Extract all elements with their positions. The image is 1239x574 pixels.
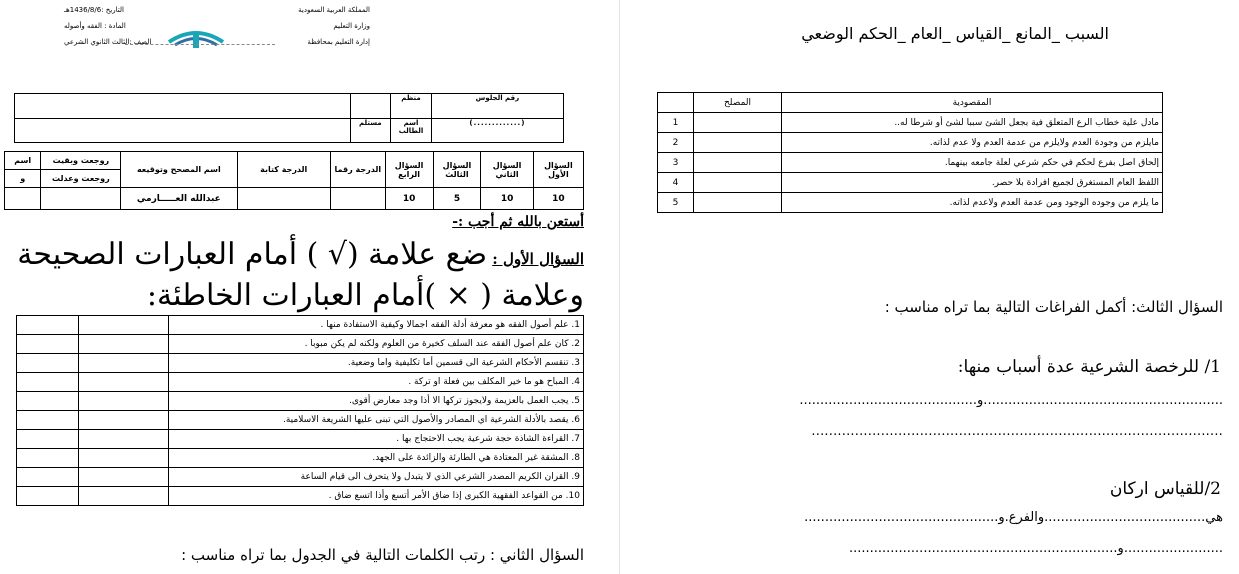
- match-number: 4: [658, 173, 694, 193]
- tf-mark-box[interactable]: [79, 316, 169, 335]
- grade-header-written: الدرجة كتابة: [237, 152, 330, 188]
- grade-value-q3[interactable]: 5: [433, 188, 481, 210]
- grade-header-reviewed: روجعت وبقيت: [41, 152, 121, 170]
- tf-text: علم أصول الفقه هو معرفة أدلة الفقه اجمالا وكيفية الاستفادة منها .: [320, 320, 569, 330]
- match-term-blank[interactable]: [694, 113, 782, 133]
- grade-header-numeric: الدرجة رقما: [330, 152, 385, 188]
- tf-mark-box[interactable]: [79, 449, 169, 468]
- instruction: أستعن بالله ثم أجب :-: [452, 214, 584, 230]
- tf-mark-box[interactable]: [79, 411, 169, 430]
- seat-box: [14, 93, 564, 143]
- page-divider: [619, 0, 620, 574]
- match-row: [658, 193, 1163, 213]
- grade-header-and: و: [5, 170, 41, 188]
- tf-answer-box[interactable]: [17, 354, 79, 373]
- tf-row: [17, 430, 584, 449]
- q3-label: السؤال الثالث: أكمل الفراغات التالية بما تراه مناسب :: [884, 298, 1223, 316]
- grade-value-corrector[interactable]: عبدالله العـــــارمي: [121, 188, 237, 210]
- tf-statement: [169, 411, 584, 430]
- match-row: [658, 133, 1163, 153]
- grade-header-q4: السؤال الرابع: [385, 152, 433, 188]
- directorate-name: إدارة التعليم بمحافظة: [307, 38, 370, 46]
- match-number: 3: [658, 153, 694, 173]
- match-number: 5: [658, 193, 694, 213]
- tf-statement: [169, 373, 584, 392]
- tf-mark-box[interactable]: [79, 335, 169, 354]
- word-bank: السبب _المانع _القياس _العام _الحكم الوضعي: [801, 24, 1109, 43]
- match-definition: إلحاق اصل بفرع لحكم في حكم شرعي لعلة جامعه بينهما.: [782, 153, 1163, 173]
- tf-row: [17, 373, 584, 392]
- tf-mark-box[interactable]: [79, 430, 169, 449]
- ministry-logo: [165, 20, 227, 54]
- tf-answer-box[interactable]: [17, 487, 79, 506]
- exam-date: التاريخ :1436/8/6هـ: [64, 6, 124, 14]
- tf-statement: [169, 354, 584, 373]
- grade-header-corrector: اسم المصحح وتوقيعه: [121, 152, 237, 188]
- seat-number-label: رقم الجلوس: [431, 94, 563, 119]
- ministry-name: وزارة التعليم: [333, 22, 370, 30]
- tf-text: يجب العمل بالعزيمة ولايجوز تركها الا أذا وجد معارض أقوى.: [348, 396, 569, 406]
- tf-statement: [169, 335, 584, 354]
- match-row: [658, 153, 1163, 173]
- tf-text: القران الكريم المصدر الشرعي الذي لا يتبدل ولا يتحرف الى قيام الساعة: [300, 472, 569, 482]
- tf-number: 10.: [565, 491, 580, 501]
- q1-label: السؤال الأول :: [492, 250, 584, 268]
- tf-row: [17, 468, 584, 487]
- match-header-meaning: المقصودية: [782, 93, 1163, 113]
- true-false-table: [16, 315, 584, 506]
- grade-value-written[interactable]: [237, 188, 330, 210]
- tf-statement: [169, 487, 584, 506]
- tf-text: من القواعد الفقهية الكبرى إذا ضاق الأمر أتسع وأذا اتسع ضاق .: [328, 491, 563, 501]
- match-definition: مادل علية خطاب الرع المتعلق فية بجعل الشئ سببا لشئ أو شرطا له..: [782, 113, 1163, 133]
- tf-statement: [169, 430, 584, 449]
- q1-heading: [17, 237, 584, 272]
- tf-number: 4.: [571, 377, 580, 387]
- match-row: [658, 173, 1163, 193]
- tf-answer-box[interactable]: [17, 335, 79, 354]
- tf-mark-box[interactable]: [79, 373, 169, 392]
- match-definition: اللفظ العام المستغرق لجميع افرادة بلا حصر.: [782, 173, 1163, 193]
- match-term-blank[interactable]: [694, 133, 782, 153]
- grade-value-q2[interactable]: 10: [481, 188, 533, 210]
- q3-item1: 1/ للرخصة الشرعية عدة أسباب منها:: [957, 357, 1221, 377]
- tf-answer-box[interactable]: [17, 316, 79, 335]
- match-number: 2: [658, 133, 694, 153]
- header-rule: [125, 44, 275, 45]
- tf-mark-box[interactable]: [79, 468, 169, 487]
- tf-answer-box[interactable]: [17, 373, 79, 392]
- tf-row: [17, 392, 584, 411]
- grade-table: [4, 151, 584, 210]
- grade-header-name: اسم: [5, 152, 41, 170]
- grade-header-q2: السؤال الثاني: [481, 152, 533, 188]
- tf-number: 9.: [571, 472, 580, 482]
- organizer-label: منظم: [391, 94, 432, 119]
- grade-value-name[interactable]: [5, 188, 41, 210]
- exam-subject: المادة : الفقه وأصوله: [64, 22, 126, 30]
- tf-mark-box[interactable]: [79, 354, 169, 373]
- match-number: 1: [658, 113, 694, 133]
- grade-header-q3: السؤال الثالث: [433, 152, 481, 188]
- tf-number: 2.: [571, 339, 580, 349]
- q1-line2: وعلامة ( × )أمام العبارات الخاطئة:: [146, 278, 584, 313]
- tf-answer-box[interactable]: [17, 411, 79, 430]
- match-table: [657, 92, 1163, 213]
- exam-grade: الصف :الثالث الثانوي الشرعي: [64, 38, 152, 46]
- match-term-blank[interactable]: [694, 193, 782, 213]
- grade-value-reviewed[interactable]: [41, 188, 121, 210]
- tf-mark-box[interactable]: [79, 487, 169, 506]
- seat-number-field[interactable]: (.............): [431, 118, 563, 143]
- tf-number: 3.: [571, 358, 580, 368]
- tf-answer-box[interactable]: [17, 468, 79, 487]
- tf-answer-box[interactable]: [17, 430, 79, 449]
- tf-text: المشقة غير المعتادة هي الطارئة والزائدة على الجهد.: [372, 453, 569, 463]
- tf-row: [17, 354, 584, 373]
- tf-number: 5.: [571, 396, 580, 406]
- q3-item1-blank2[interactable]: ...............................................................................................: [811, 424, 1223, 439]
- tf-number: 8.: [571, 453, 580, 463]
- tf-text: القراءة الشاذة حجة شرعية يجب الاحتجاج بها .: [396, 434, 569, 444]
- tf-row: [17, 449, 584, 468]
- match-definition: ما يلزم من وجوده الوجود ومن عدمة العدم ولاعدم لذاته.: [782, 193, 1163, 213]
- match-definition: مايلزم من وجودة العدم ولايلزم من عدمة العدم ولا عدم لذاته.: [782, 133, 1163, 153]
- tf-statement: [169, 468, 584, 487]
- tf-row: [17, 411, 584, 430]
- q3-item1-blank1[interactable]: ..........................................................و...........................................: [799, 393, 1223, 408]
- tf-number: 6.: [571, 415, 580, 425]
- tf-row: [17, 316, 584, 335]
- checker-label: مستلم: [350, 118, 391, 143]
- match-header-term: المصلح: [694, 93, 782, 113]
- q3-item2: 2/للقياس اركان: [1109, 479, 1221, 499]
- tf-text: يقصد بالأدلة الشرعية اي المصادر والأصول التي تبنى عليها الشريعة الاسلامية.: [282, 415, 569, 425]
- q3-item2-blank2[interactable]: ........................و.................................................................: [848, 541, 1223, 556]
- tf-text: كان علم أصول الفقه عند السلف كخيرة من العلوم ولكنه لم يكن مبوبا .: [304, 339, 569, 349]
- tf-row: [17, 487, 584, 506]
- grade-header-modified: روجعت وعدلت: [41, 170, 121, 188]
- match-term-blank[interactable]: [694, 153, 782, 173]
- tf-row: [17, 335, 584, 354]
- tf-answer-box[interactable]: [17, 449, 79, 468]
- grade-value-q4[interactable]: 10: [385, 188, 433, 210]
- tf-number: 1.: [571, 320, 580, 330]
- match-term-blank[interactable]: [694, 173, 782, 193]
- tf-statement: [169, 392, 584, 411]
- grade-value-numeric[interactable]: [330, 188, 385, 210]
- tf-text: المباح هو ما خير المكلف بين فعلة او تركة .: [408, 377, 569, 387]
- q1-line1: ضع علامة (√ ) أمام العبارات الصحيحة: [17, 237, 488, 272]
- grade-value-q1[interactable]: 10: [533, 188, 583, 210]
- kingdom-name: المملكة العربية السعودية: [298, 6, 370, 14]
- signature-label: اسم الطالب: [391, 118, 432, 143]
- tf-text: تنقسم الأحكام الشرعية الى قسمين أما تكليفية واما وضعية.: [347, 358, 569, 368]
- tf-mark-box[interactable]: [79, 392, 169, 411]
- grade-header-q1: السؤال الأول: [533, 152, 583, 188]
- q3-item2-blank1[interactable]: هي.......................................والفرع.و...............................................: [804, 510, 1223, 525]
- tf-number: 7.: [571, 434, 580, 444]
- tf-statement: [169, 316, 584, 335]
- tf-statement: [169, 449, 584, 468]
- match-row: [658, 113, 1163, 133]
- q2-label: السؤال الثاني : رتب الكلمات التالية في الجدول بما تراه مناسب :: [181, 546, 584, 564]
- tf-answer-box[interactable]: [17, 392, 79, 411]
